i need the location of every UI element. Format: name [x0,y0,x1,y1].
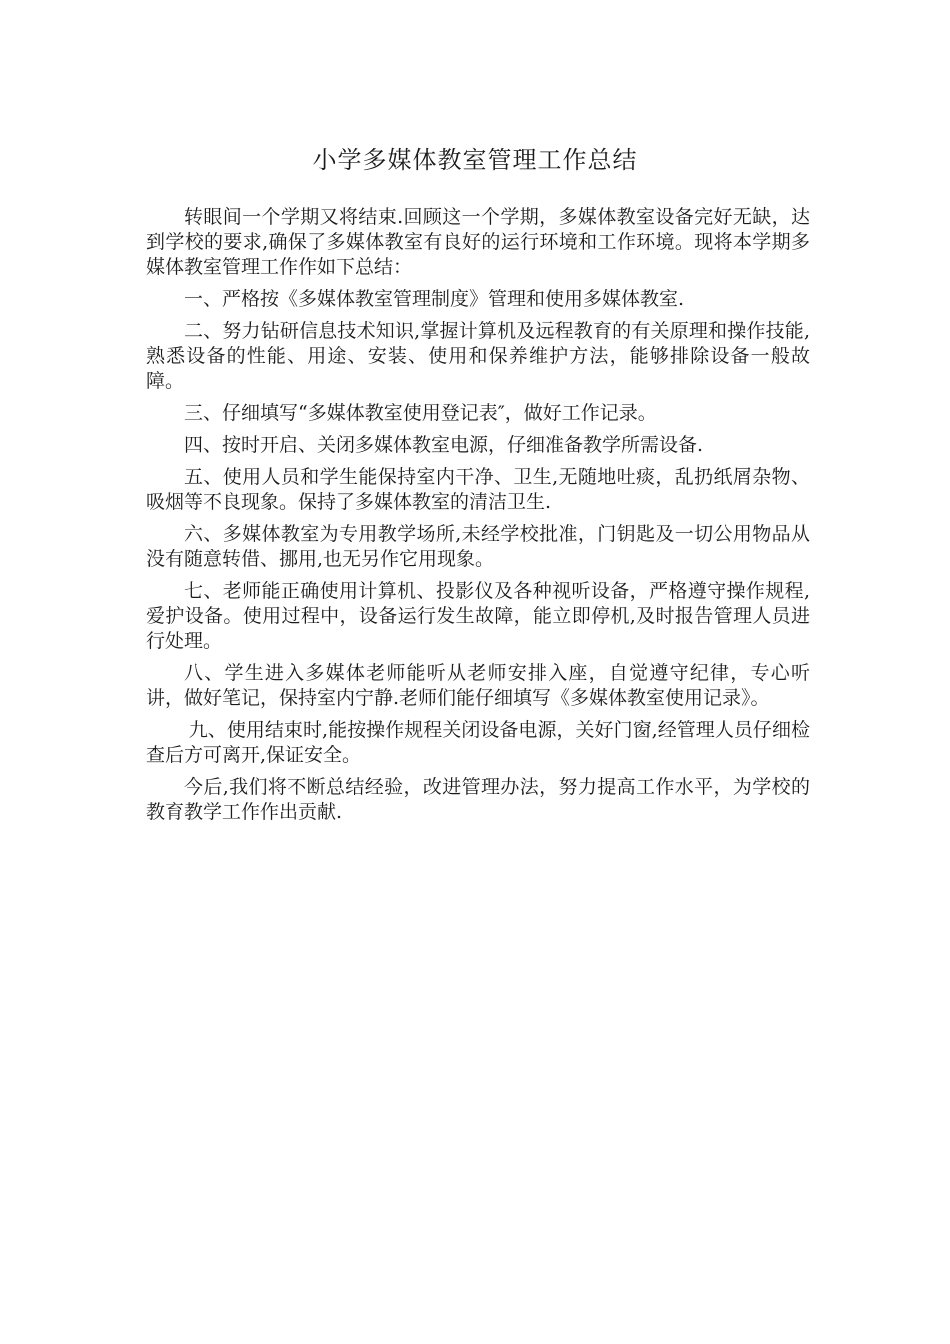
paragraph-item-2: 二、努力钻研信息技术知识,掌握计算机及远程教育的有关原理和操作技能,熟悉设备的性能、用途、安装、使用和保养维护方法，能够排除设备一般故障。 [146,320,810,392]
paragraph-item-8: 八、学生进入多媒体老师能听从老师安排入座，自觉遵守纪律，专心听讲，做好笔记，保持室内宁静.老师们能仔细填写《多媒体教室使用记录》。 [146,662,810,709]
paragraph-conclusion: 今后,我们将不断总结经验，改进管理办法，努力提高工作水平，为学校的教育教学工作作出贡献. [146,776,810,823]
paragraph-item-6: 六、多媒体教室为专用教学场所,未经学校批准，门钥匙及一切公用物品从没有随意转借、挪用,也无另作它用现象。 [146,523,810,570]
document-body [146,205,810,832]
paragraph-item-4: 四、按时开启、关闭多媒体教室电源，仔细准备教学所需设备. [184,434,704,456]
paragraph-item-5: 五、使用人员和学生能保持室内干净、卫生,无随地吐痰，乱扔纸屑杂物、吸烟等不良现象。保持了多媒体教室的清洁卫生. [146,466,810,513]
paragraph-item-7: 七、老师能正确使用计算机、投影仪及各种视听设备，严格遵守操作规程,爱护设备。使用过程中，设备运行发生故障，能立即停机,及时报告管理人员进行处理。 [146,580,810,652]
paragraph-item-9: 九、使用结束时,能按操作规程关闭设备电源，关好门窗,经管理人员仔细检查后方可离开,保证安全。 [146,719,810,766]
paragraph-item-1: 一、严格按《多媒体教室管理制度》管理和使用多媒体教室. [184,288,685,310]
paragraph-intro: 转眼间一个学期又将结束.回顾这一个学期，多媒体教室设备完好无缺，达到学校的要求,确保了多媒体教室有良好的运行环境和工作环境。现将本学期多媒体教室管理工作作如下总结： [146,206,810,278]
paragraph-item-3: 三、仔细填写“多媒体教室使用登记表″，做好工作记录。 [184,402,657,424]
document-title: 小学多媒体教室管理工作总结 [312,146,638,174]
